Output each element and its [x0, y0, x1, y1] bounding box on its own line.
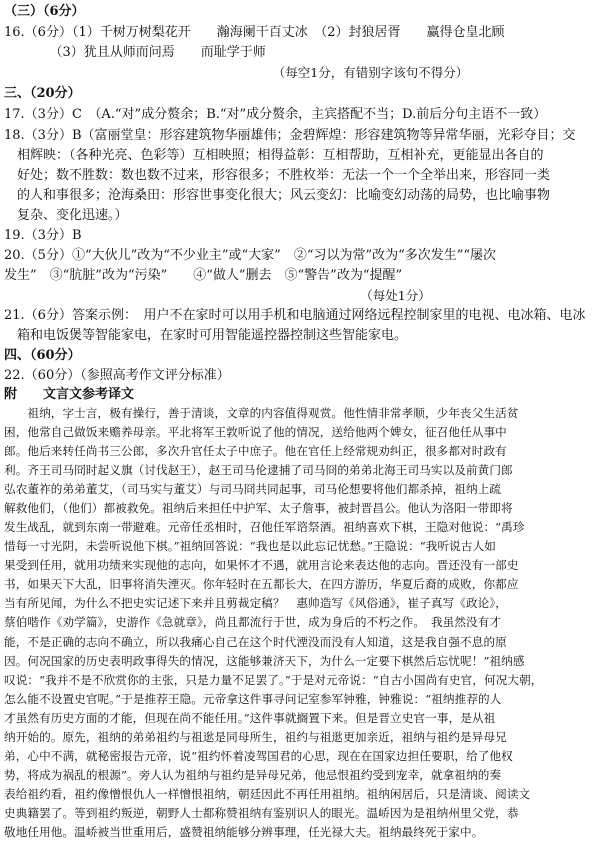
translation-line: 势，将成为祸乱的根源”。旁人认为祖纳与祖约是异母兄弟，他忌恨祖约受到宠幸，就拿祖纳的奏: [4, 767, 502, 782]
section-heading-3: （三）（6分）: [4, 4, 85, 19]
translation-line: 叹说：“我并不是不欣赏你的主张，只是力量不足罢了。”于是对元帝说：“自古小国尚有史官，何况大朝，: [4, 672, 543, 687]
translation-line: 弟，心中不满，就秘密报告元帝，说“祖约怀着凌驾国君的心思，现在在国家边担任要职，给了他权: [4, 748, 513, 763]
answer-19: 19.（3分）B: [4, 228, 82, 243]
translation-line: 果受到任用，就用功绩来实现他的志向，如果怀才不遇，就用言论来表达他的志向。晋还没有一部史: [4, 558, 519, 573]
answer-20: 20.（5分）①“大伙儿”改为“不少业主”或“大家” ②“习以为常”改为“多次发生”“屡次: [4, 248, 497, 263]
answer-18-cont-2: 好处；数不胜数：数也数不过来，形容很多；不胜枚举：无法一个一个全举出来，形容同一类: [4, 168, 551, 183]
translation-line: 郎。他后来转任尚书三公郎，多次升官任太子中庶子。他在官任上经常规劝纠正，很多都对时政有: [4, 444, 507, 459]
translation-line: 弘农董祚的弟弟董艾，（司马实与董艾）与司马冏共同起事，司马伦想要将他们都杀掉，祖纳上疏: [4, 482, 502, 497]
translation-line: 敬地任用他。温峤被当世重用后，盛赞祖纳能够分辨事理，任光禄大夫。祖纳最终死于家中。: [4, 824, 484, 839]
translation-line: 能，不是正确的志向不确立，所以我痛心自己在这个时代湮没而没有人知道，这是我自强不息的原: [4, 634, 507, 649]
answer-16: 16.（6分）（1）千树万树梨花开 瀚海阑干百丈冰 （2）封狼居胥 赢得仓皇北顾: [4, 25, 505, 40]
answer-18-cont-3: 的人和事很多；沧海桑田：形容世事变化很大；风云变幻：比喻变幻动荡的局势，也比喻事物: [4, 188, 551, 203]
answer-21-cont: 箱和电饭煲等智能家电，在家时可用智能遥控器控制这些智能家电。: [4, 328, 408, 343]
scoring-note-20: （每处1分）: [4, 288, 431, 303]
section-heading-four: 四、（60分）: [4, 348, 81, 363]
translation-line: 当有所见闻，为什么不把史实记述下来并且剪裁定稿？ 惠帅造写《风俗通》，崔子真写《政论》，: [4, 596, 507, 611]
translation-line: 惜每一寸光阴，未尝听说他下棋。”祖纳回答说：“我也是以此忘记忧愁。”王隐说：“我听说古人如: [4, 539, 496, 554]
answer-18: 18.（3分）B（富丽堂皇：形容建筑物华丽雄伟；金碧辉煌：形容建筑物等异常华丽，光彩夺目；交: [4, 128, 576, 143]
translation-line: 因。何况国家的历史表明政事得失的情况，这能够兼济天下，为什么一定要下棋然后忘忧呢！”祖纳感: [4, 653, 525, 668]
translation-line: 解救他们，（他们）都被救免。祖纳后来担任中护军、太子詹事，被封晋昌公。他认为洛阳一带即将: [4, 501, 513, 516]
answer-22: 22.（60分）（参照高考作文评分标准）: [4, 368, 230, 383]
translation-line: 蔡伯喈作《劝学篇》，史游作《急就章》，尚且都流行于世，成为身后的不朽之作。 我虽然没有才: [4, 615, 502, 630]
translation-line: 书，如果天下大乱，旧事将消失湮灭。你年轻时在五都长大，在四方游历，华夏后裔的成败，你都应: [4, 577, 519, 592]
translation-line: 表给祖约看，祖约像憎恨仇人一样憎恨祖纳，朝廷因此不再任用祖纳。祖纳闲居后，只是清谈、阅读文: [4, 786, 531, 801]
answer-18-cont-4: 复杂、变化迅速。）: [4, 208, 128, 223]
translation-line: 怎么能不设置史官呢。”于是推荐王隐。元帝拿这件事寻问记室参军钟雅，钟雅说：“祖纳推荐的人: [4, 691, 502, 706]
section-heading-three: 三、（20分）: [4, 86, 81, 101]
answer-16-cont: （3）犹且从师而问焉 而耻学于师: [4, 45, 266, 60]
scoring-note-16: （每空1分，有错别字该句不得分）: [4, 65, 469, 80]
answer-21: 21.（6分）答案示例： 用户不在家时可以用手机和电脑通过网络远程控制家里的电视、电冰箱、电冰: [4, 308, 586, 323]
translation-line: 祖纳，字士言，极有操行，善于清谈，文章的内容值得观赏。他性情非常孝顺，少年丧父生活贫: [4, 406, 519, 420]
translation-line: 纳开始的。原先，祖纳的弟弟祖约与祖逖是同母所生，祖约与祖逖更加亲近，祖纳与祖约是异母兄: [4, 729, 507, 744]
translation-line: 发生战乱，就到东南一带避难。元帝任丞相时，召他任军谘祭酒。祖纳喜欢下棋，王隐对他说：“禹珍: [4, 520, 525, 535]
appendix-heading: 附 文言文参考译文: [4, 387, 135, 402]
translation-line: 才虽然有历史方面的才能，但现在尚不能任用。”这件事就搁置下来。但是晋立史官一事，是从祖: [4, 710, 496, 725]
answer-17: 17.（3分）C （A.“对”成分赘余；B.“对”成分赘余，主宾搭配不当；D.前后分句主语不一致）: [4, 107, 547, 122]
translation-line: 利。齐王司马冏时起义旗（讨伐赵王），赵王司马伦逮捕了司马冏的弟弟北海王司马实以及前黄门郎: [4, 463, 513, 478]
translation-line: 困，他常自己做饭来赡养母亲。平北将军王敦听说了他的情况，送给他两个婢女，征召他任从事中: [4, 425, 507, 440]
answer-20-cont: 发生” ③“肮脏”改为“污染” ④“做人”删去 ⑤“警告”改为“提醒”: [4, 268, 403, 283]
translation-line: 史典籍罢了。等到祖约叛逆，朝野人士都称赞祖纳有鉴别识人的眼光。温峤因为是祖纳州里父党，恭: [4, 805, 519, 820]
answer-18-cont-1: 相辉映：（各种光亮、色彩等）互相映照；相得益彰：互相帮助，互相补充，更能显出各自的: [4, 148, 544, 163]
